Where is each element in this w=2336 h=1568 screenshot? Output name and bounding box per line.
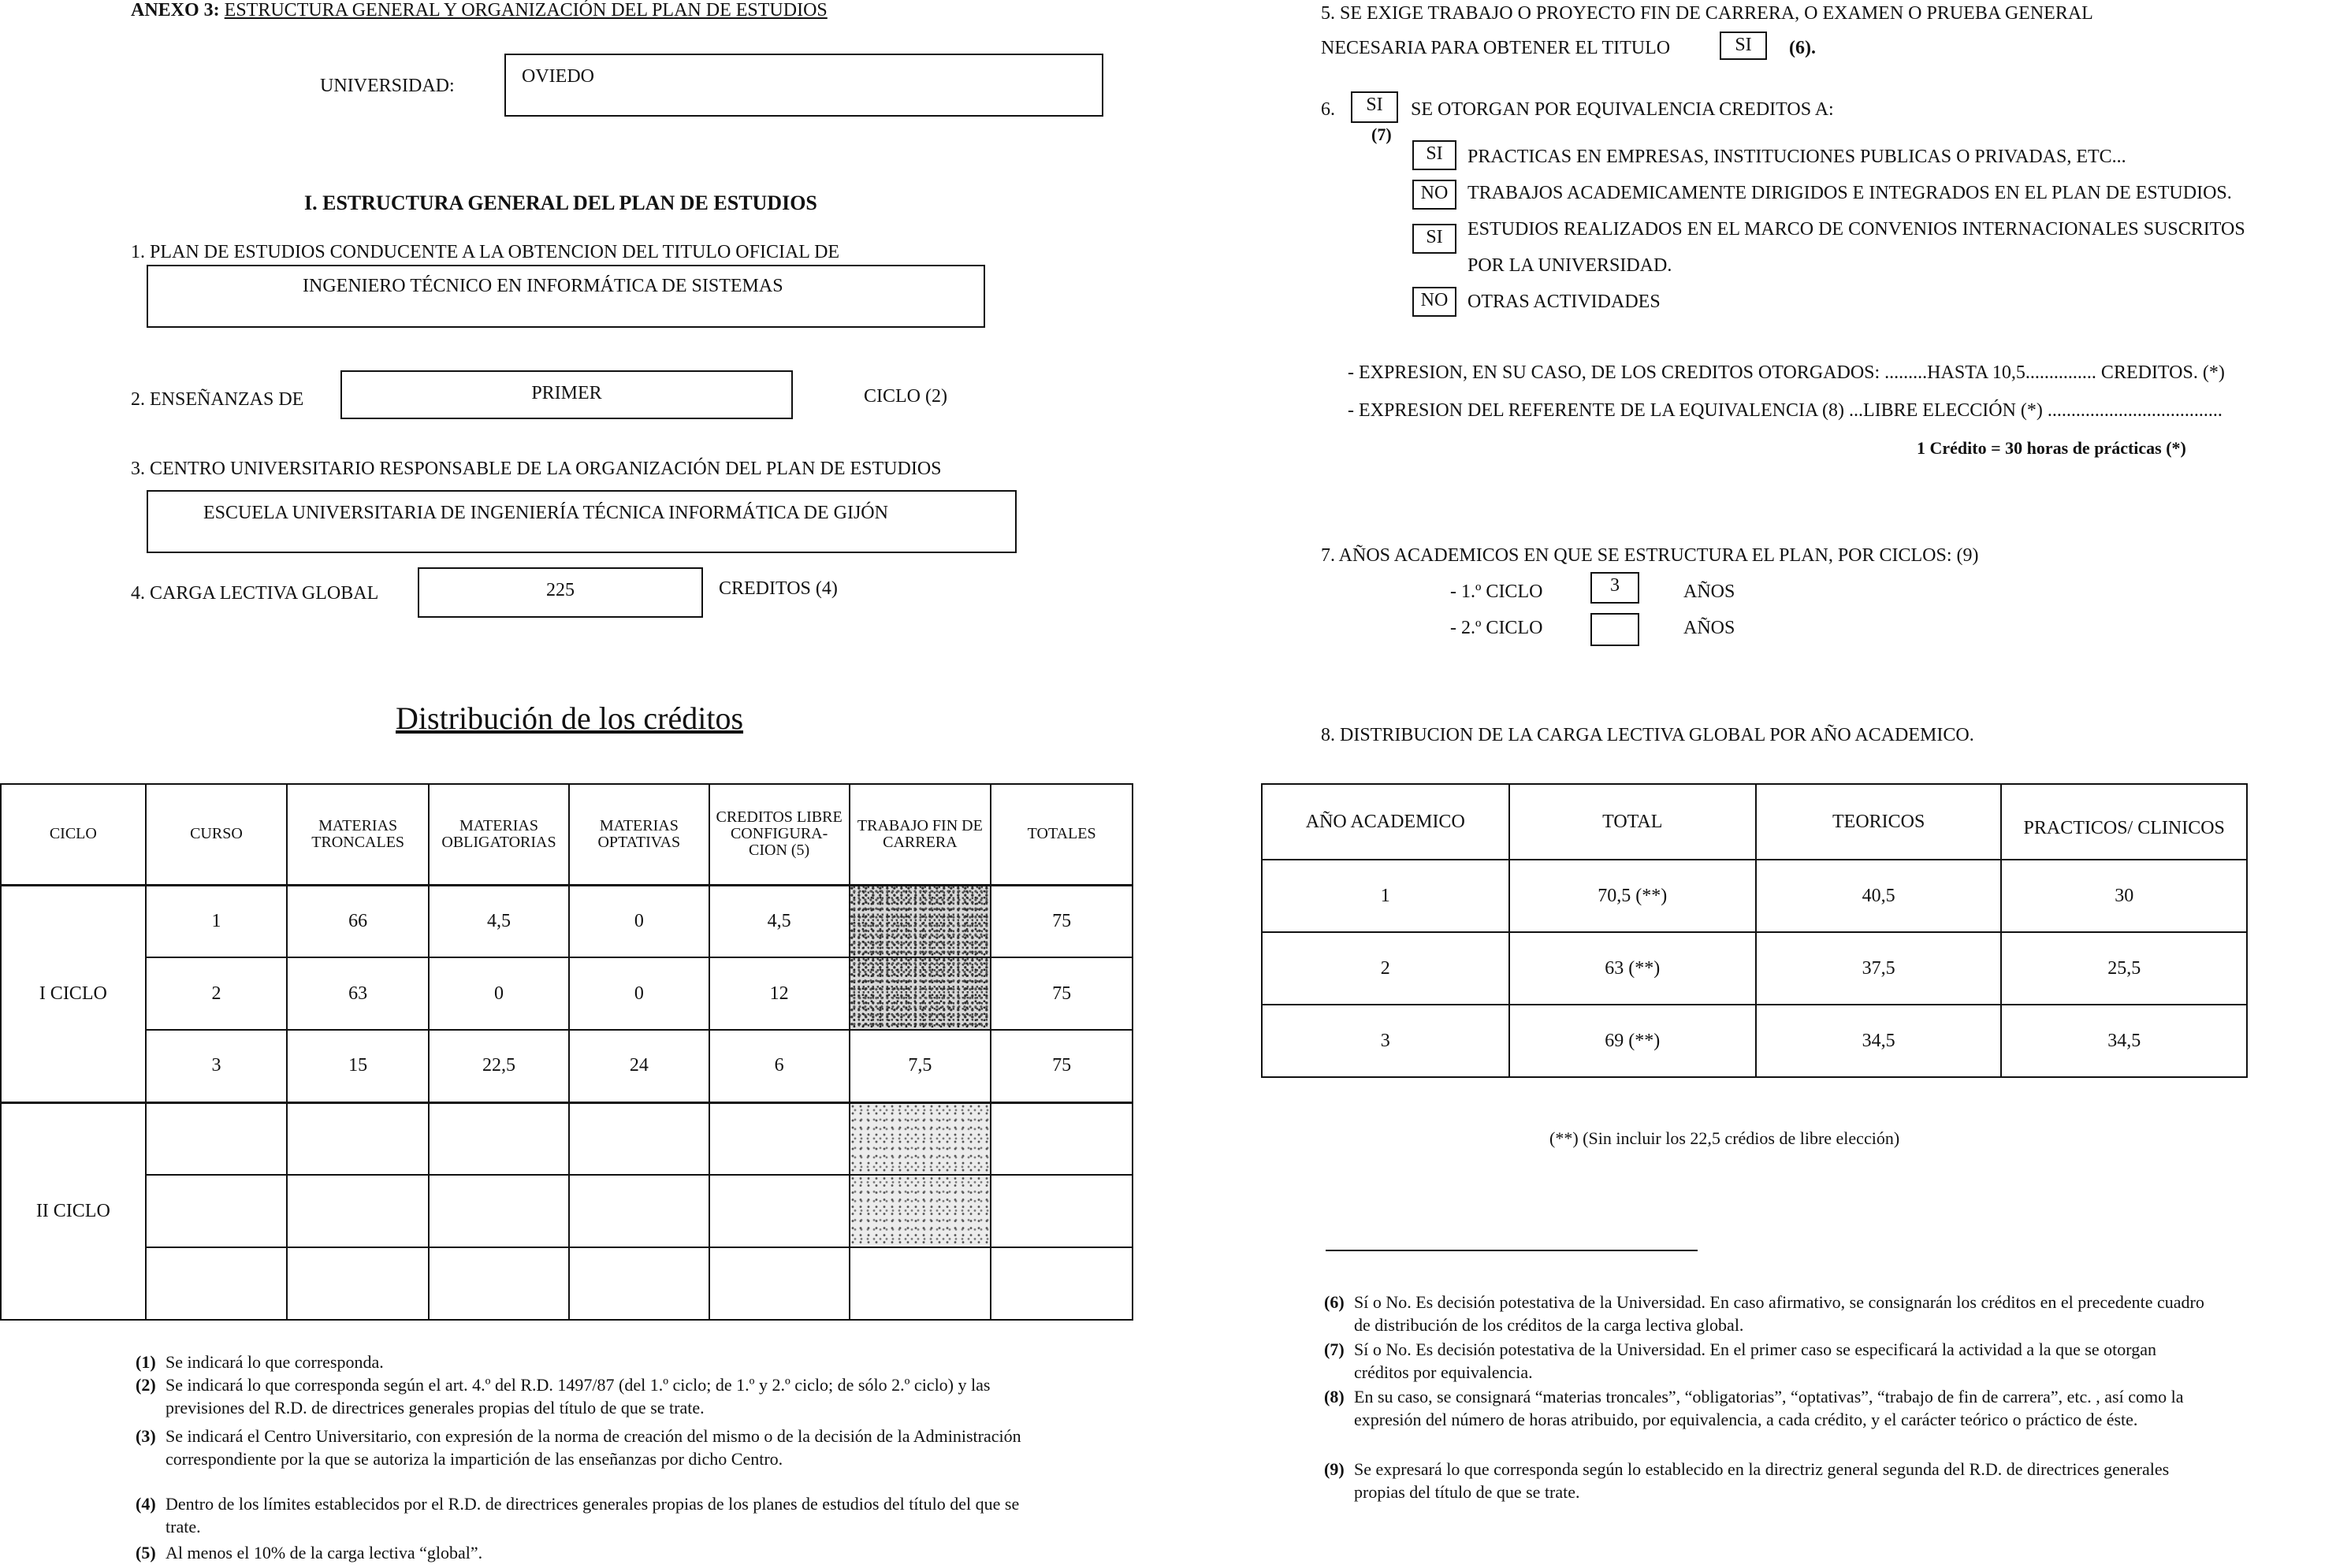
empty-cell <box>991 1175 1133 1247</box>
annex-heading <box>131 0 828 21</box>
empty-cell <box>991 1247 1133 1320</box>
trabajo-shaded-cell <box>850 885 991 957</box>
table-header-row <box>1 784 1133 885</box>
teoricos-cell: 37,5 <box>1756 932 2001 1005</box>
equivalence-box: SI <box>1412 224 1456 254</box>
empty-cell <box>287 1175 429 1247</box>
table-row <box>1 1102 1133 1175</box>
footnote-number: (5) <box>136 1543 156 1562</box>
footnote-text: Se indicará el Centro Universitario, con expresión de la norma de creación del mismo o de la decisión de la Administración correspondiente por la que se autoriza la impartición de las enseñanzas por dicho Centro. <box>166 1426 1021 1469</box>
cycle-field <box>340 370 793 419</box>
table-header-row <box>1262 784 2247 860</box>
empty-cell <box>709 1102 850 1175</box>
header-trabajo-fin: TRABAJO FIN DE CARRERA <box>850 784 991 885</box>
footnote-text: Dentro de los límites establecidos por el R.D. de directrices generales propias de los planes de estudios del título del que se trate. <box>166 1494 1020 1536</box>
equivalence-text: PRACTICAS EN EMPRESAS, INSTITUCIONES PUBLICAS O PRIVADAS, ETC... <box>1467 147 2126 167</box>
totales-cell: 75 <box>991 1030 1133 1102</box>
troncales-cell: 15 <box>287 1030 429 1102</box>
optativas-cell: 0 <box>569 885 709 957</box>
item5-note: (6). <box>1789 38 1816 58</box>
ciclo-2-label: II CICLO <box>1 1102 146 1320</box>
item7-cycle1-unit: AÑOS <box>1683 581 1735 602</box>
year-distribution-table <box>1261 783 2248 1078</box>
footnote-text: Sí o No. Es decisión potestativa de la Universidad. En caso afirmativo, se consignarán los créditos en el precedente cuadro de distribución de los créditos de la carga lectiva global. <box>1354 1292 2204 1335</box>
table-row <box>1262 860 2247 932</box>
totales-cell: 75 <box>991 885 1133 957</box>
item6-answer-box: SI <box>1351 91 1398 123</box>
footnote-number: (9) <box>1324 1459 1345 1479</box>
distribution-title: Distribución de los créditos <box>396 700 744 736</box>
empty-cell <box>287 1247 429 1320</box>
obligatorias-cell: 0 <box>429 957 569 1030</box>
header-practicos: PRACTICOS/ CLINICOS <box>2001 784 2247 860</box>
center-field <box>147 490 1017 553</box>
header-libre-configuracion: CREDITOS LIBRE CONFIGURA- CION (5) <box>709 784 850 885</box>
empty-cell <box>146 1247 288 1320</box>
equivalence-text: TRABAJOS ACADEMICAMENTE DIRIGIDOS E INTEGRADOS EN EL PLAN DE ESTUDIOS. <box>1467 183 2232 203</box>
empty-cell <box>429 1175 569 1247</box>
total-cell: 70,5 (**) <box>1509 860 1756 932</box>
item7-cycle2-unit: AÑOS <box>1683 618 1735 638</box>
footnote-divider <box>1326 1250 1698 1251</box>
credits-distribution-table <box>0 783 1133 1321</box>
credit-hours-note: 1 Crédito = 30 horas de prácticas (*) <box>1917 438 2186 458</box>
header-curso: CURSO <box>146 784 288 885</box>
empty-cell <box>569 1102 709 1175</box>
trabajo-shaded-cell <box>850 957 991 1030</box>
item5-line2: NECESARIA PARA OBTENER EL TITULO <box>1321 38 1671 58</box>
empty-cell <box>429 1247 569 1320</box>
table-note: (**) (Sin incluir los 22,5 crédios de libre elección) <box>1549 1128 1900 1148</box>
empty-cell <box>991 1102 1133 1175</box>
troncales-cell: 63 <box>287 957 429 1030</box>
optativas-cell: 0 <box>569 957 709 1030</box>
equivalence-text-cont: POR LA UNIVERSIDAD. <box>1467 255 1672 276</box>
footnote-number: (1) <box>136 1352 156 1372</box>
trabajo-cell: 7,5 <box>850 1030 991 1102</box>
university-value: OVIEDO <box>522 66 594 87</box>
item6-text: SE OTORGAN POR EQUIVALENCIA CREDITOS A: <box>1411 99 1834 120</box>
table-row <box>1 1175 1133 1247</box>
footnote-number: (7) <box>1324 1339 1345 1359</box>
item7-cycle2-box <box>1590 613 1639 646</box>
global-load-field <box>418 567 703 618</box>
section-title: I. ESTRUCTURA GENERAL DEL PLAN DE ESTUDIOS <box>304 191 817 214</box>
global-load-value: 225 <box>546 580 575 600</box>
item7-label: 7. AÑOS ACADEMICOS EN QUE SE ESTRUCTURA EL PLAN, POR CICLOS: (9) <box>1321 545 1979 566</box>
curso-cell: 3 <box>146 1030 288 1102</box>
empty-cell <box>429 1102 569 1175</box>
annex-title: ESTRUCTURA GENERAL Y ORGANIZACIÓN DEL PLAN DE ESTUDIOS <box>224 0 828 20</box>
equivalence-reference: - EXPRESION DEL REFERENTE DE LA EQUIVALENCIA (8) ...LIBRE ELECCIÓN (*) ..................................... <box>1348 400 2223 421</box>
center-value: ESCUELA UNIVERSITARIA DE INGENIERÍA TÉCNICA INFORMÁTICA DE GIJÓN <box>203 503 888 523</box>
degree-title-field <box>147 265 985 328</box>
header-troncales: MATERIAS TRONCALES <box>287 784 429 885</box>
footnote-number: (8) <box>1324 1387 1345 1406</box>
empty-cell <box>146 1102 288 1175</box>
equivalence-box: NO <box>1412 287 1456 317</box>
annex-label: ANEXO 3: <box>131 0 220 20</box>
year-cell: 2 <box>1262 932 1509 1005</box>
item4-suffix: CREDITOS (4) <box>719 578 838 599</box>
footnote-text: Al menos el 10% de la carga lectiva “global”. <box>166 1543 483 1562</box>
item5-line1: 5. SE EXIGE TRABAJO O PROYECTO FIN DE CARRERA, O EXAMEN O PRUEBA GENERAL <box>1321 3 2093 24</box>
degree-title-value: INGENIERO TÉCNICO EN INFORMÁTICA DE SISTEMAS <box>303 276 783 296</box>
footnote-number: (3) <box>136 1426 156 1446</box>
practicos-cell: 34,5 <box>2001 1005 2247 1077</box>
trabajo-shaded-cell <box>850 1102 991 1175</box>
empty-cell <box>709 1175 850 1247</box>
libre-cell: 6 <box>709 1030 850 1102</box>
obligatorias-cell: 4,5 <box>429 885 569 957</box>
footnote-text: Se indicará lo que corresponda. <box>166 1352 384 1372</box>
table-row <box>1 1247 1133 1320</box>
footnote-number: (4) <box>136 1494 156 1514</box>
total-cell: 63 (**) <box>1509 932 1756 1005</box>
equivalence-text: OTRAS ACTIVIDADES <box>1467 292 1661 312</box>
item5-answer-box: SI <box>1720 32 1767 60</box>
header-ciclo: CICLO <box>1 784 146 885</box>
cycle-value: PRIMER <box>531 383 602 403</box>
empty-cell <box>850 1247 991 1320</box>
trabajo-shaded-cell <box>850 1175 991 1247</box>
table-row <box>1 957 1133 1030</box>
practicos-cell: 25,5 <box>2001 932 2247 1005</box>
curso-cell: 2 <box>146 957 288 1030</box>
total-cell: 69 (**) <box>1509 1005 1756 1077</box>
practicos-cell: 30 <box>2001 860 2247 932</box>
university-label: UNIVERSIDAD: <box>320 76 455 96</box>
header-optativas: MATERIAS OPTATIVAS <box>569 784 709 885</box>
libre-cell: 12 <box>709 957 850 1030</box>
item2-suffix: CICLO (2) <box>864 386 947 407</box>
item7-cycle1-label: - 1.º CICLO <box>1450 581 1543 602</box>
empty-cell <box>569 1247 709 1320</box>
curso-cell: 1 <box>146 885 288 957</box>
header-obligatorias: MATERIAS OBLIGATORIAS <box>429 784 569 885</box>
item8-label: 8. DISTRIBUCION DE LA CARGA LECTIVA GLOBAL POR AÑO ACADEMICO. <box>1321 725 1974 745</box>
equivalence-text: ESTUDIOS REALIZADOS EN EL MARCO DE CONVENIOS INTERNACIONALES SUSCRITOS <box>1467 219 2245 240</box>
optativas-cell: 24 <box>569 1030 709 1102</box>
table-row <box>1 885 1133 957</box>
footnote-text: Se indicará lo que corresponda según el art. 4.º del R.D. 1497/87 (del 1.º ciclo; de 1.º y 2.º ciclo; de sólo 2.º ciclo) y las previsiones del R.D. de directrices generales propias del título de que se trate. <box>166 1375 991 1418</box>
item2-label: 2. ENSEÑANZAS DE <box>131 389 304 410</box>
header-total: TOTAL <box>1509 784 1756 860</box>
item7-cycle1-box: 3 <box>1590 572 1639 604</box>
libre-cell: 4,5 <box>709 885 850 957</box>
item6-note: (7) <box>1371 124 1392 144</box>
item6-number: 6. <box>1321 99 1335 120</box>
footnote-number: (2) <box>136 1375 156 1395</box>
equivalence-box: NO <box>1412 180 1456 210</box>
table-row <box>1262 932 2247 1005</box>
item1-label: 1. PLAN DE ESTUDIOS CONDUCENTE A LA OBTENCION DEL TITULO OFICIAL DE <box>131 242 840 262</box>
empty-cell <box>287 1102 429 1175</box>
item3-label: 3. CENTRO UNIVERSITARIO RESPONSABLE DE LA ORGANIZACIÓN DEL PLAN DE ESTUDIOS <box>131 459 942 479</box>
item4-label: 4. CARGA LECTIVA GLOBAL <box>131 583 379 604</box>
obligatorias-cell: 22,5 <box>429 1030 569 1102</box>
year-cell: 3 <box>1262 1005 1509 1077</box>
footnote-text: Se expresará lo que corresponda según lo establecido en la directriz general segunda del R.D. de directrices generales propias del título de que se trate. <box>1354 1459 2170 1502</box>
empty-cell <box>709 1247 850 1320</box>
item7-cycle2-label: - 2.º CICLO <box>1450 618 1543 638</box>
empty-cell <box>146 1175 288 1247</box>
footnote-text: Sí o No. Es decisión potestativa de la Universidad. En el primer caso se especificará la actividad a la que se otorgan créditos por equivalencia. <box>1354 1339 2156 1382</box>
ciclo-1-label: I CICLO <box>1 885 146 1102</box>
footnote-text: En su caso, se consignará “materias troncales”, “obligatorias”, “optativas”, “trabajo de fin de carrera”, etc. , así como la expresión del número de horas atribuido, por equivalencia, a cada crédito, y el carácter teórico o práctico de éste. <box>1354 1387 2184 1429</box>
table-row <box>1262 1005 2247 1077</box>
credits-expression: - EXPRESION, EN SU CASO, DE LOS CREDITOS OTORGADOS: .........HASTA 10,5............... CREDITOS. (*) <box>1348 362 2225 383</box>
empty-cell <box>569 1175 709 1247</box>
university-field <box>504 54 1103 117</box>
header-totales: TOTALES <box>991 784 1133 885</box>
teoricos-cell: 40,5 <box>1756 860 2001 932</box>
header-teoricos: TEORICOS <box>1756 784 2001 860</box>
troncales-cell: 66 <box>287 885 429 957</box>
header-year: AÑO ACADEMICO <box>1262 784 1509 860</box>
teoricos-cell: 34,5 <box>1756 1005 2001 1077</box>
totales-cell: 75 <box>991 957 1133 1030</box>
table-row <box>1 1030 1133 1102</box>
equivalence-box: SI <box>1412 140 1456 170</box>
footnote-number: (6) <box>1324 1292 1345 1312</box>
year-cell: 1 <box>1262 860 1509 932</box>
